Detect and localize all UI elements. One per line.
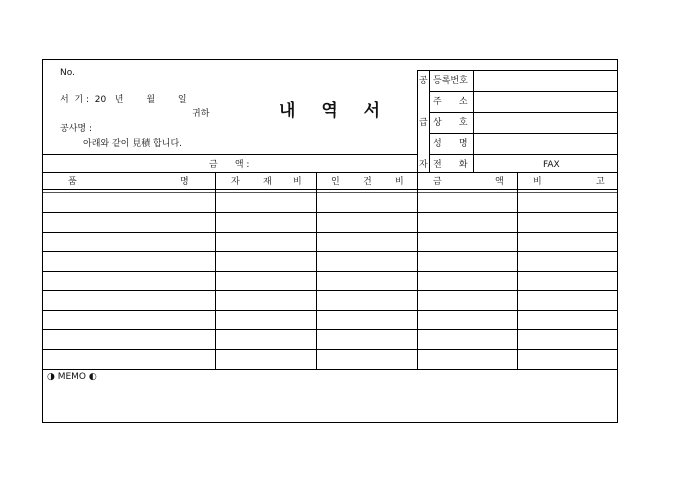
supplier-row-phone: 전 화 — [433, 160, 468, 170]
divider — [417, 70, 617, 71]
col-labor-2: 건 — [363, 177, 372, 187]
table-row — [43, 212, 617, 213]
table-row — [43, 290, 617, 291]
col-amount-1: 금 — [433, 177, 442, 187]
col-item-2: 명 — [180, 177, 189, 187]
supplier-vertical-3: 자 — [419, 160, 428, 170]
date-line: 서 기 : 20 년 월 일 — [60, 95, 187, 105]
supplier-vertical-1: 공 — [419, 76, 428, 86]
divider — [43, 189, 617, 190]
col-material-3: 비 — [293, 177, 302, 187]
supplier-row-company: 상 호 — [433, 118, 468, 128]
divider — [43, 172, 617, 173]
col-note-1: 비 — [533, 177, 542, 187]
divider — [429, 133, 617, 134]
table-row — [43, 251, 617, 252]
col-material-1: 자 — [231, 177, 240, 187]
col-labor-3: 비 — [395, 177, 404, 187]
col-item-1: 품 — [68, 177, 77, 187]
col-note-2: 고 — [596, 177, 605, 187]
fax-label: FAX — [543, 160, 560, 170]
document-title: 내 역 서 — [279, 101, 391, 121]
divider — [473, 70, 474, 172]
project-label: 공사명 : — [60, 124, 92, 134]
col-labor-1: 인 — [331, 177, 340, 187]
divider — [429, 112, 617, 113]
col-amount-2: 액 — [495, 177, 504, 187]
divider — [43, 192, 617, 193]
estimate-form — [42, 59, 618, 423]
amount-label: 금 액 : — [209, 160, 250, 170]
table-row — [43, 271, 617, 272]
col-material-2: 재 — [263, 177, 272, 187]
supplier-row-name: 성 명 — [433, 139, 468, 149]
table-row — [43, 349, 617, 350]
divider — [429, 91, 617, 92]
intro-text: 아래와 같이 見積 합니다. — [83, 139, 182, 149]
divider — [429, 70, 430, 172]
no-label: No. — [60, 68, 75, 78]
table-row — [43, 310, 617, 311]
supplier-row-reg-no: 등록번호 — [433, 76, 468, 86]
divider — [43, 154, 417, 155]
supplier-vertical-2: 급 — [419, 118, 428, 128]
recipient-suffix: 귀하 — [192, 109, 210, 119]
table-row — [43, 329, 617, 330]
memo-label: ◑ MEMO ◐ — [47, 372, 97, 382]
divider — [417, 70, 418, 172]
table-row — [43, 369, 617, 370]
supplier-row-address: 주 소 — [433, 97, 468, 107]
table-row — [43, 232, 617, 233]
divider — [429, 154, 617, 155]
